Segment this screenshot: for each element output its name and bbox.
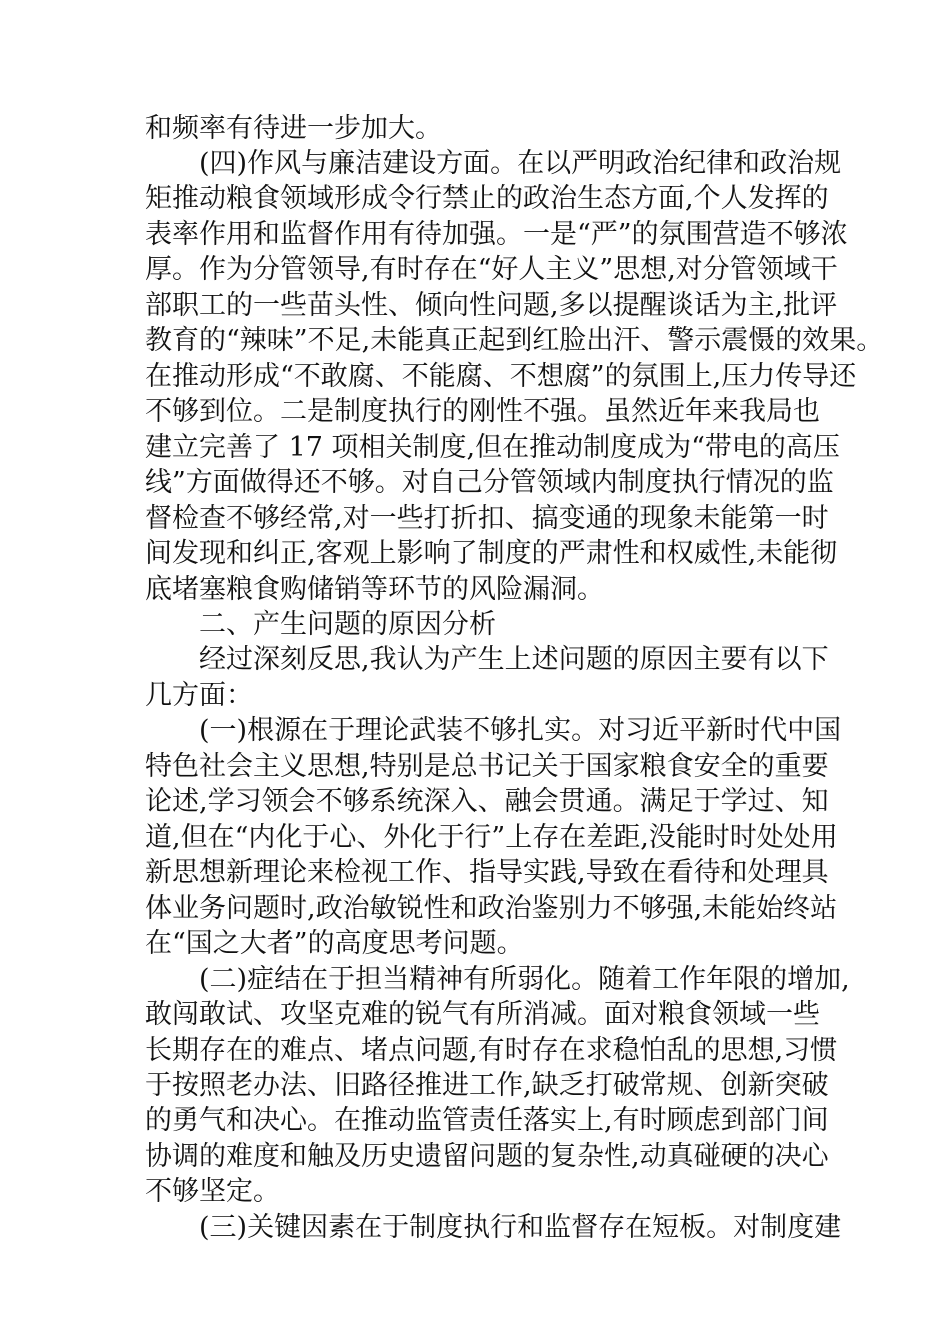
text-line: 敢闯敢试、攻坚克难的锐气有所消减。面对粮食领域一些 — [145, 999, 820, 1030]
text-line: 协调的难度和触及历史遗留问题的复杂性,动真碰硬的决心 — [145, 1141, 829, 1172]
section-title: 二、产生问题的原因分析 — [199, 609, 496, 640]
text-line: 体业务问题时,政治敏锐性和政治鉴别力不够强,未能始终站 — [145, 893, 838, 924]
section-heading-three: (三)关键因素在于制度执行和监督存在短板。对制度建 — [199, 1212, 842, 1243]
text-line: 厚。作为分管领导,有时存在“好人主义”思想,对分管领域干 — [145, 254, 838, 285]
text-line: 和频率有待进一步加大。 — [145, 113, 442, 144]
text-line: 督检查不够经常,对一些打折扣、搞变通的现象未能第一时 — [145, 503, 829, 534]
text-line: 在推动形成“不敢腐、不能腐、不想腐”的氛围上,压力传导还 — [145, 361, 857, 392]
text-line: 在“国之大者”的高度思考问题。 — [145, 928, 524, 959]
text-line: 经过深刻反思,我认为产生上述问题的原因主要有以下 — [199, 644, 829, 675]
text-line: 教育的“辣味”不足,未能真正起到红脸出汗、警示震慑的效果。 — [145, 325, 884, 356]
text-line: 道,但在“内化于心、外化于行”上存在差距,没能时时处处用 — [145, 822, 838, 853]
text-line: 表率作用和监督作用有待加强。一是“严”的氛围营造不够浓 — [145, 219, 848, 250]
text-line: 不够坚定。 — [145, 1176, 280, 1207]
text-line: 间发现和纠正,客观上影响了制度的严肃性和权威性,未能彻 — [145, 538, 838, 569]
text-line: 的勇气和决心。在推动监管责任落实上,有时顾虑到部门间 — [145, 1105, 829, 1136]
section-heading-four: (四)作风与廉洁建设方面。在以严明政治纪律和政治规 — [199, 148, 842, 179]
text-line: 长期存在的难点、堵点问题,有时存在求稳怕乱的思想,习惯 — [145, 1035, 838, 1066]
text-line: 部职工的一些苗头性、倾向性问题,多以提醒谈话为主,批评 — [145, 290, 838, 321]
text-line: 底堵塞粮食购储销等环节的风险漏洞。 — [145, 574, 604, 605]
text-line: 线”方面做得还不够。对自己分管领域内制度执行情况的监 — [145, 467, 834, 498]
text-line: 不够到位。二是制度执行的刚性不强。虽然近年来我局也 — [145, 396, 820, 427]
text-line: 特色社会主义思想,特别是总书记关于国家粮食安全的重要 — [145, 751, 829, 782]
text-line: 于按照老办法、旧路径推进工作,缺乏打破常规、创新突破 — [145, 1070, 829, 1101]
section-heading-two: (二)症结在于担当精神有所弱化。随着工作年限的增加, — [199, 964, 850, 995]
text-line: 论述,学习领会不够系统深入、融会贯通。满足于学过、知 — [145, 786, 829, 817]
section-heading-one: (一)根源在于理论武装不够扎实。对习近平新时代中国 — [199, 715, 842, 746]
text-line: 新思想新理论来检视工作、指导实践,导致在看待和处理具 — [145, 857, 829, 888]
text-line: 几方面： — [145, 680, 253, 711]
text-line: 建立完善了 17 项相关制度,但在推动制度成为“带电的高压 — [145, 432, 840, 463]
text-line: 矩推动粮食领域形成令行禁止的政治生态方面,个人发挥的 — [145, 183, 829, 214]
